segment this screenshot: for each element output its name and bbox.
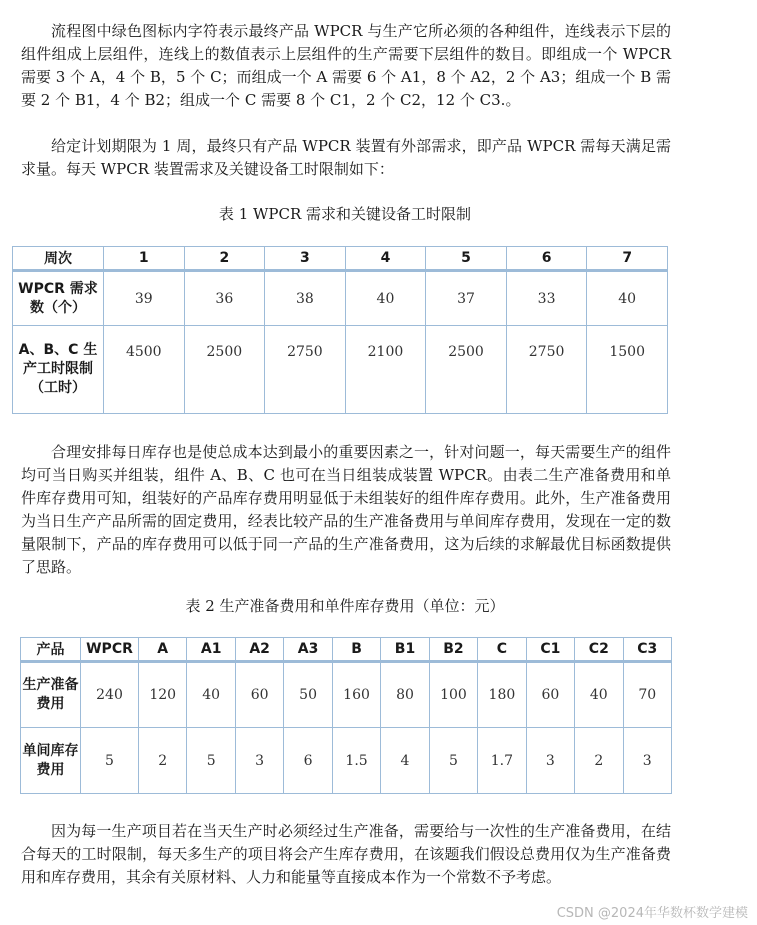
header-cell: 5	[426, 247, 507, 271]
table-row	[21, 728, 672, 794]
table-cell: 50	[284, 662, 332, 728]
intro-paragraph: 流程图中绿色图标内字符表示最终产品 WPCR 与生产它所必须的各种组件，连线表示下层的组件组成上层组件，连线上的数值表示上层组件的生产需要下层组件的数目。即组成一个 WPCR 需要 3 个 A，4 个 B，5 个 C；而组成一个 A 需要 6 个 A1，8 个 A2，2 个 A3；组成一个 B 需要 2 个 B1，4 个 B2；组成一个 C 需要 8 个 C1，2 个 C2，12 个 C3.。	[21, 22, 671, 109]
header-cell: A3	[284, 638, 332, 662]
table-cell: 3	[526, 728, 574, 794]
table-cell: 4500	[104, 326, 185, 414]
table-cell: 60	[526, 662, 574, 728]
table-cell: 40	[587, 271, 668, 326]
table-cell: 160	[332, 662, 380, 728]
plan-paragraph: 给定计划期限为 1 周，最终只有产品 WPCR 装置有外部需求，即产品 WPCR 需每天满足需求量。每天 WPCR 装置需求及关键设备工时限制如下：	[21, 137, 671, 178]
table-row	[13, 326, 668, 414]
header-cell: C3	[623, 638, 671, 662]
table-cell: 1500	[587, 326, 668, 414]
header-cell: B	[332, 638, 380, 662]
table-cell: 2750	[506, 326, 587, 414]
header-cell: B1	[381, 638, 429, 662]
table-cell: 36	[184, 271, 265, 326]
table-cell: 1.5	[332, 728, 380, 794]
header-cell: 4	[345, 247, 426, 271]
table-cell: 40	[575, 662, 623, 728]
table-cell: 40	[345, 271, 426, 326]
table-cell: 3	[235, 728, 283, 794]
header-cell: 1	[104, 247, 185, 271]
header-cell: A1	[187, 638, 235, 662]
header-cell: A2	[235, 638, 283, 662]
table-cell: 39	[104, 271, 185, 326]
table2-caption: 表 2 生产准备费用和单件库存费用（单位：元）	[185, 597, 505, 615]
table-cell: 2750	[265, 326, 346, 414]
table-cell: 5	[81, 728, 139, 794]
table-cell: 2500	[184, 326, 265, 414]
table-cell: 2100	[345, 326, 426, 414]
header-cell: B2	[429, 638, 477, 662]
table-row	[21, 662, 672, 728]
table1-caption: 表 1 WPCR 需求和关键设备工时限制	[218, 205, 472, 223]
row-label: A、B、C 生产工时限制（工时）	[13, 326, 104, 414]
table-cell: 70	[623, 662, 671, 728]
table-cell: 6	[284, 728, 332, 794]
table-cell: 120	[139, 662, 187, 728]
table-cell: 2500	[426, 326, 507, 414]
inventory-paragraph: 合理安排每日库存也是使总成本达到最小的重要因素之一，针对问题一，每天需要生产的组件均可当日购买并组装，组件 A、B、C 也可在当日组装成装置 WPCR。由表二生产准备费用和单件库存费用可知，组装好的产品库存费用明显低于未组装好的组件库存费用。此外，生产准备费用为当日生产产品所需的固定费用，经表比较产品的生产准备费用与单间库存费用，发现在一定的数量限制下，产品的库存费用可以低于同一产品的生产准备费用，这为后续的求解最优目标函数提供了思路。	[21, 443, 671, 576]
table-cell: 2	[575, 728, 623, 794]
row-label: 单间库存费用	[21, 728, 81, 794]
table-cell: 4	[381, 728, 429, 794]
table-cell: 38	[265, 271, 346, 326]
table-cell: 240	[81, 662, 139, 728]
table-cell: 5	[429, 728, 477, 794]
table-cell: 1.7	[478, 728, 526, 794]
header-cell: 7	[587, 247, 668, 271]
table-cell: 80	[381, 662, 429, 728]
table-cell: 60	[235, 662, 283, 728]
cost-assumption-paragraph: 因为每一生产项目若在当天生产时必须经过生产准备，需要给与一次性的生产准备费用，在结合每天的工时限制，每天多生产的项目将会产生库存费用，在该题我们假设总费用仅为生产准备费用和库存费用，其余有关原材料、人力和能量等直接成本作为一个常数不予考虑。	[21, 822, 671, 886]
table-cell: 40	[187, 662, 235, 728]
row-label: 生产准备费用	[21, 662, 81, 728]
table-row	[13, 271, 668, 326]
table-cell: 100	[429, 662, 477, 728]
header-cell: 3	[265, 247, 346, 271]
table-cell: 5	[187, 728, 235, 794]
row-label: WPCR 需求数（个）	[13, 271, 104, 326]
header-cell: 2	[184, 247, 265, 271]
table-cell: 33	[506, 271, 587, 326]
header-cell: 产品	[21, 638, 81, 662]
table-cell: 2	[139, 728, 187, 794]
header-cell: WPCR	[81, 638, 139, 662]
header-cell: C	[478, 638, 526, 662]
header-cell: C2	[575, 638, 623, 662]
table-cell: 180	[478, 662, 526, 728]
demand-table	[12, 246, 668, 414]
csdn-watermark: CSDN @2024年华数杯数学建模	[556, 906, 748, 921]
cost-table	[20, 637, 672, 794]
header-cell: A	[139, 638, 187, 662]
table-cell: 3	[623, 728, 671, 794]
header-cell: 6	[506, 247, 587, 271]
header-cell: 周次	[13, 247, 104, 271]
table-cell: 37	[426, 271, 507, 326]
header-cell: C1	[526, 638, 574, 662]
